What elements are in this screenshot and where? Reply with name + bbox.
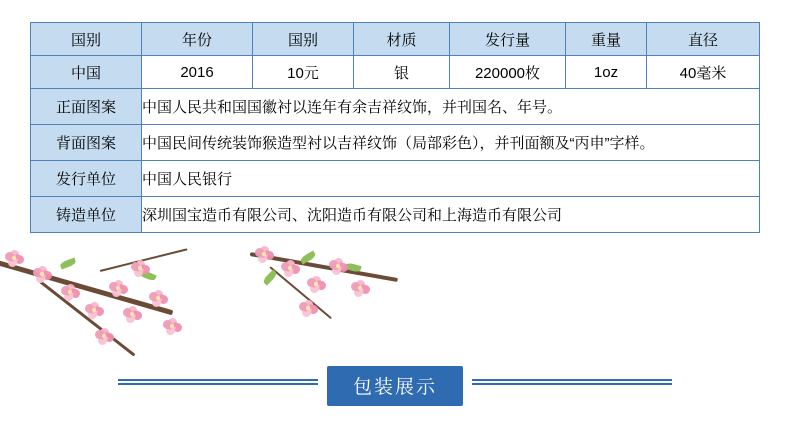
issuer-value: 中国人民银行	[142, 161, 760, 197]
blossom-icon	[132, 260, 150, 278]
spec-diameter-value: 40毫米	[647, 56, 760, 89]
blossom-icon	[330, 258, 348, 276]
blossom-icon	[86, 302, 104, 320]
blossom-icon	[300, 300, 318, 318]
banner-rule-left	[118, 379, 318, 385]
blossom-icon	[282, 260, 300, 278]
section-banner	[0, 360, 790, 406]
table-header-cell: 国别	[253, 23, 354, 56]
reverse-value: 中国民间传统装饰猴造型衬以吉祥纹饰（局部彩色），并刊面额及“丙申”字样。	[142, 125, 760, 161]
mint-label: 铸造单位	[31, 197, 142, 233]
branch-icon	[39, 280, 135, 356]
leaf-icon	[59, 257, 76, 269]
table-row	[31, 161, 760, 197]
table-header-cell: 材质	[354, 23, 450, 56]
table-header-cell: 直径	[647, 23, 760, 56]
mint-value: 深圳国宝造币有限公司、沈阳造币有限公司和上海造币有限公司	[142, 197, 760, 233]
blossom-icon	[150, 290, 168, 308]
spec-material-value: 银	[354, 56, 450, 89]
banner-rule-right	[472, 379, 672, 385]
table-header-cell: 重量	[566, 23, 647, 56]
obverse-value: 中国人民共和国国徽衬以连年有余吉祥纹饰，并刊国名、年号。	[142, 89, 760, 125]
table-row	[31, 197, 760, 233]
coin-spec-table	[30, 22, 760, 233]
issuer-label: 发行单位	[31, 161, 142, 197]
obverse-label: 正面图案	[31, 89, 142, 125]
spec-year-value: 2016	[142, 56, 253, 89]
table-row	[31, 125, 760, 161]
blossom-icon	[34, 266, 52, 284]
blossom-icon	[110, 280, 128, 298]
banner-title: 包装展示	[327, 366, 463, 406]
blossom-icon	[352, 280, 370, 298]
leaf-icon	[139, 269, 156, 282]
branch-icon	[269, 266, 332, 319]
table-header-cell: 年份	[142, 23, 253, 56]
blossom-icon	[124, 306, 142, 324]
blossom-icon	[256, 246, 274, 264]
table-row	[31, 56, 760, 89]
spec-mintage-value: 220000枚	[450, 56, 566, 89]
blossom-icon	[62, 284, 80, 302]
blossom-icon	[164, 318, 182, 336]
table-header-cell: 国别	[31, 23, 142, 56]
leaf-icon	[262, 269, 278, 285]
leaf-icon	[299, 250, 316, 264]
branch-icon	[0, 258, 173, 315]
branch-icon	[100, 248, 188, 272]
peach-blossom-decoration	[0, 240, 420, 370]
leaf-icon	[344, 262, 361, 273]
branch-icon	[250, 252, 398, 282]
table-header-cell: 发行量	[450, 23, 566, 56]
table-row	[31, 89, 760, 125]
reverse-label: 背面图案	[31, 125, 142, 161]
blossom-icon	[6, 250, 24, 268]
table-header-row	[31, 23, 760, 56]
blossom-icon	[96, 328, 114, 346]
spec-country-label: 中国	[31, 56, 142, 89]
spec-denomination-value: 10元	[253, 56, 354, 89]
spec-weight-value: 1oz	[566, 56, 647, 89]
blossom-icon	[308, 276, 326, 294]
